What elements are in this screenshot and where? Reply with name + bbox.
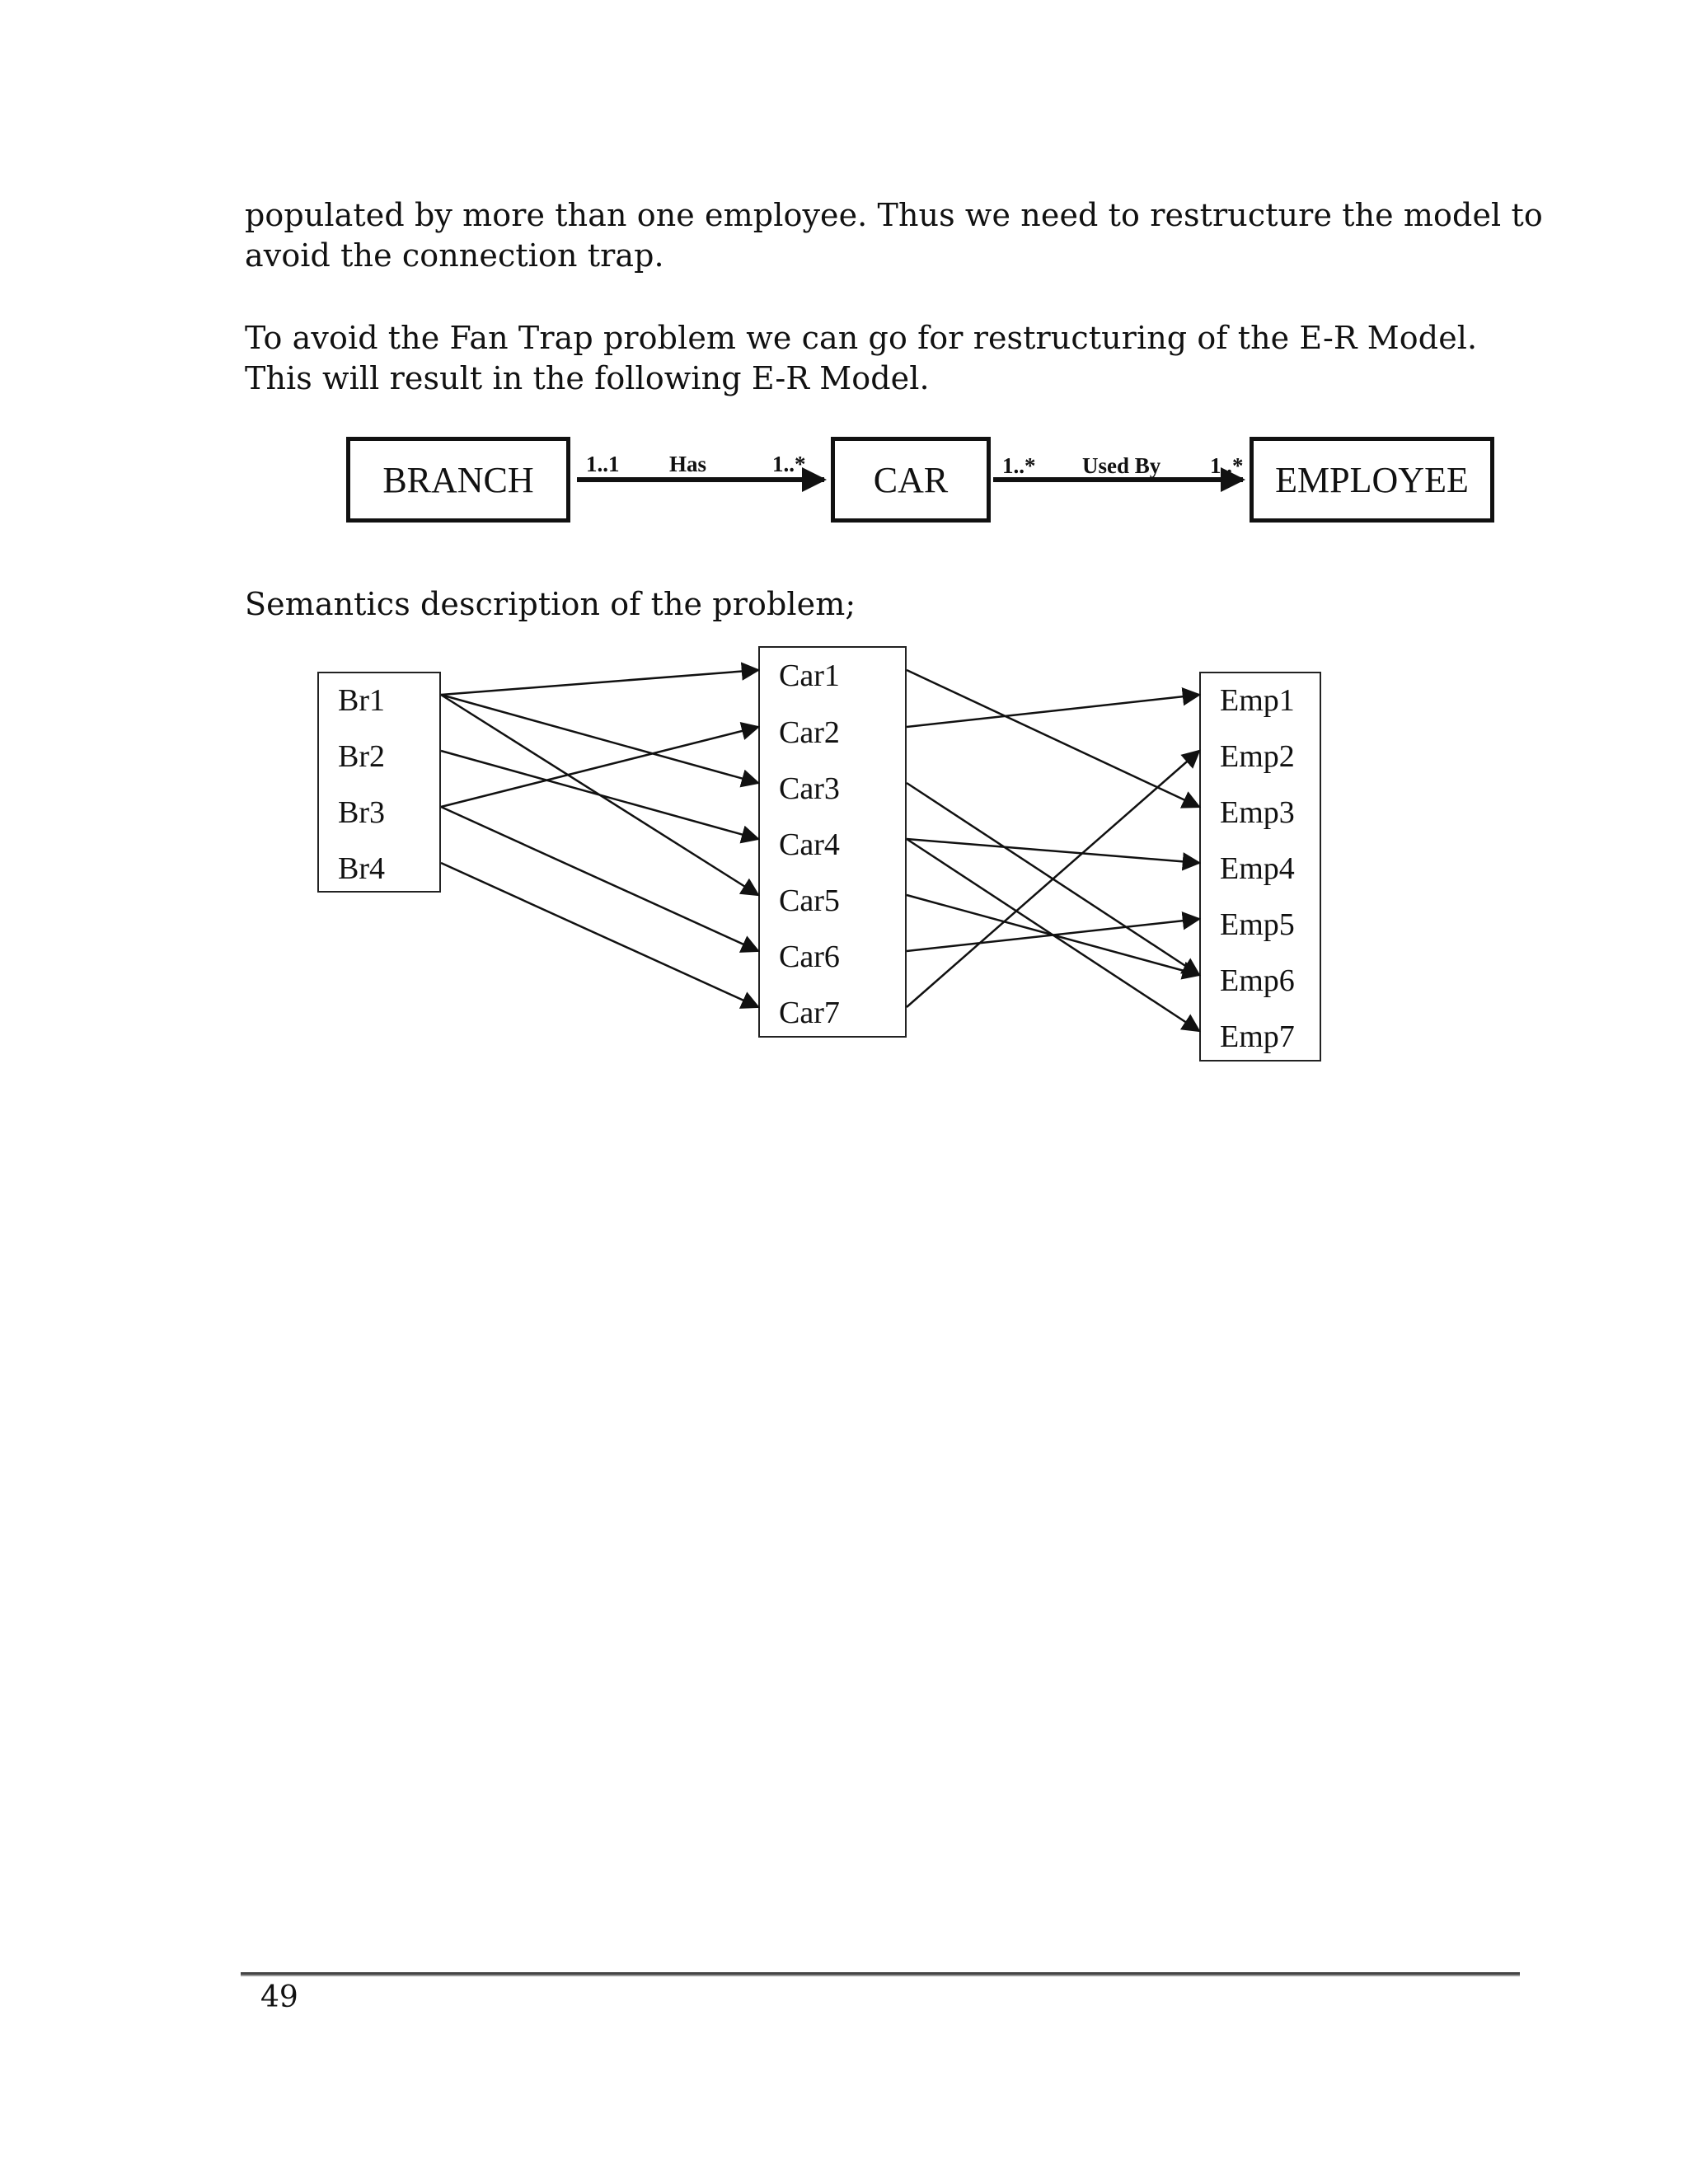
car-employee-link (907, 839, 1199, 1031)
employee-instance-label: Emp2 (1220, 739, 1295, 774)
er-entity-label: EMPLOYEE (1275, 459, 1469, 500)
car-employee-link (907, 751, 1199, 1007)
car-instance-label: Car7 (779, 996, 840, 1030)
branch-car-link (441, 751, 758, 839)
branch-instance-label: Br1 (338, 683, 385, 718)
car-instance-label: Car3 (779, 771, 840, 806)
page-number: 49 (260, 1980, 298, 2014)
employee-instance-label: Emp7 (1220, 1019, 1295, 1054)
car-employee-link (907, 783, 1199, 975)
car-employee-link (907, 839, 1199, 863)
branch-instance-label: Br4 (338, 851, 385, 886)
employee-instance-label: Emp1 (1220, 683, 1295, 718)
used-by-right-multiplicity: 1..* (1210, 453, 1244, 478)
semantics-heading (245, 584, 1423, 625)
paragraph-restructure (245, 318, 1478, 399)
branch-car-link (441, 807, 758, 951)
paragraph-intro (245, 195, 1543, 276)
employee-instance-label: Emp5 (1220, 907, 1295, 942)
paragraph-line: To avoid the Fan Trap problem we can go for restructuring of the E-R Model. (245, 320, 1478, 356)
car-employee-link (907, 895, 1199, 975)
car-instance-label: Car5 (779, 883, 840, 918)
used-by-relationship-label: Used By (1082, 453, 1161, 478)
car-instance-label: Car6 (779, 940, 840, 974)
has-right-multiplicity: 1..* (772, 452, 806, 476)
paragraph-line: avoid the connection trap. (245, 237, 664, 274)
branch-instance-label: Br2 (338, 739, 385, 774)
paragraph-line: Semantics description of the problem; (245, 586, 856, 622)
paragraph-line: This will result in the following E-R Model. (245, 360, 930, 396)
car-instance-label: Car2 (779, 715, 840, 750)
car-employee-link (907, 695, 1199, 727)
paragraph-line: populated by more than one employee. Thus we need to restructure the model to (245, 197, 1543, 233)
branch-car-link (441, 727, 758, 807)
er-entity-label: BRANCH (382, 459, 534, 500)
has-left-multiplicity: 1..1 (586, 452, 620, 476)
car-employee-link (907, 670, 1199, 807)
branch-car-link (441, 863, 758, 1007)
employee-instance-label: Emp6 (1220, 963, 1295, 998)
employee-instance-label: Emp3 (1220, 795, 1295, 830)
car-instance-label: Car1 (779, 658, 840, 693)
er-entity-car (831, 437, 991, 523)
has-relationship-label: Has (669, 452, 707, 476)
er-entity-branch (346, 437, 570, 523)
used-by-left-multiplicity: 1..* (1002, 453, 1036, 478)
er-entity-employee (1250, 437, 1494, 523)
car-instance-label: Car4 (779, 827, 840, 862)
branch-car-link (441, 695, 758, 783)
er-entity-label: CAR (873, 459, 949, 500)
footer-rule (241, 1972, 1520, 1976)
branch-car-link (441, 670, 758, 695)
car-employee-link (907, 919, 1199, 951)
branch-instance-label: Br3 (338, 795, 385, 830)
employee-instance-label: Emp4 (1220, 851, 1295, 886)
branch-car-link (441, 695, 758, 895)
